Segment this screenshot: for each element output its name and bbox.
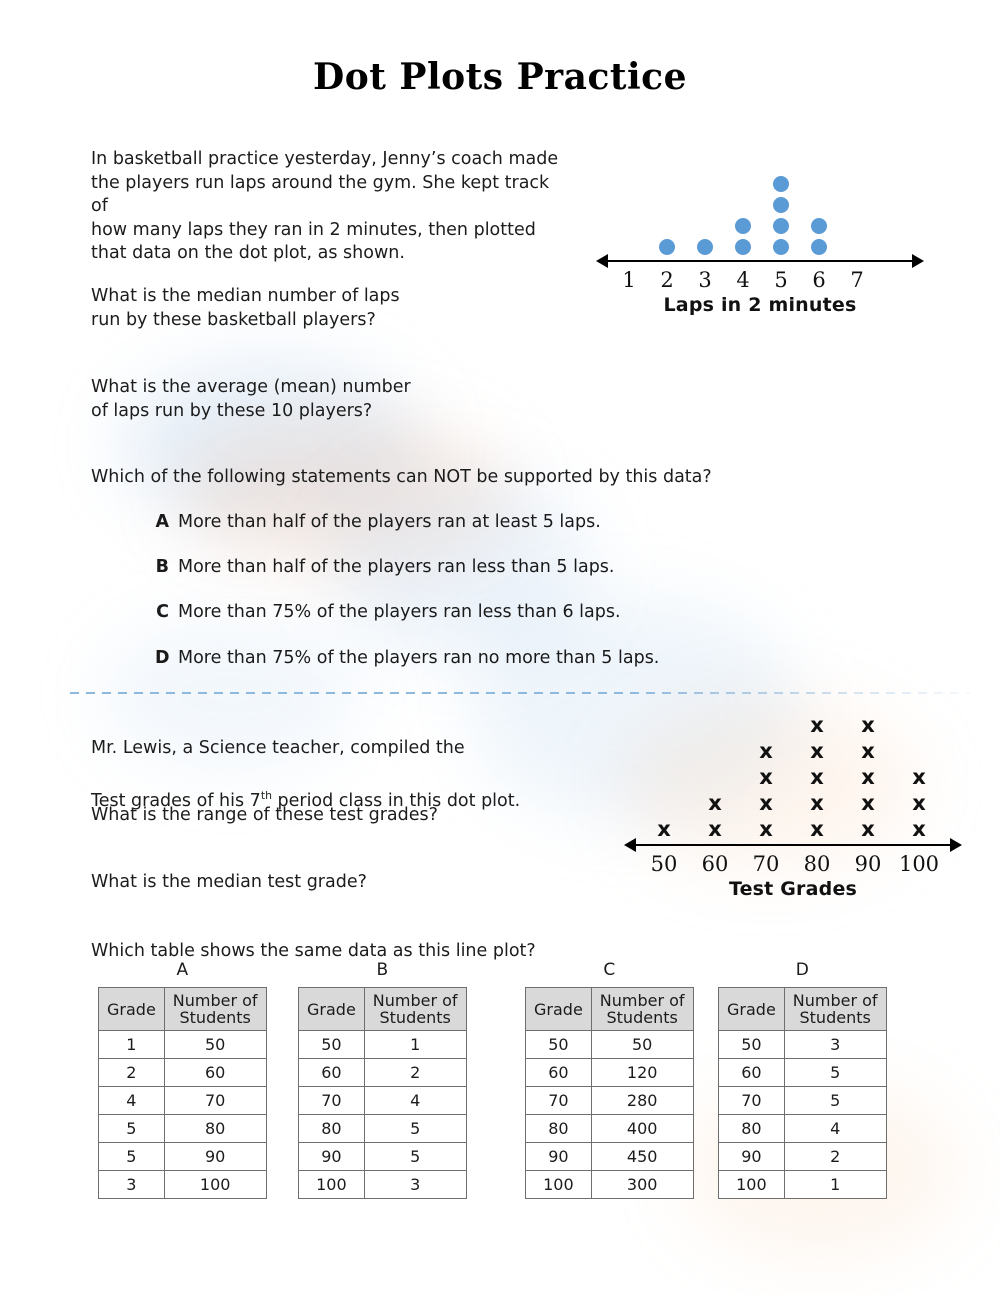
cell-grade: 90 xyxy=(299,1143,365,1171)
answer-table-letter: C xyxy=(603,960,616,980)
grades-x-mark: x xyxy=(708,817,722,841)
cell-students: 5 xyxy=(784,1087,886,1115)
grades-column-80 xyxy=(795,714,839,844)
table-header-row xyxy=(99,988,267,1031)
cell-students: 1 xyxy=(784,1171,886,1199)
laps-dot xyxy=(735,218,751,234)
cell-students: 120 xyxy=(591,1059,693,1087)
grades-x-mark: x xyxy=(810,713,824,737)
choice-c[interactable] xyxy=(155,601,621,623)
grades-x-mark: x xyxy=(912,817,926,841)
cell-grade: 50 xyxy=(526,1031,592,1059)
choice-b-text: More than half of the players ran less than 5 laps. xyxy=(178,557,615,577)
grades-x-mark: x xyxy=(759,739,773,763)
basketball-intro-text: In basketball practice yesterday, Jenny’s coach made the players run laps around the gym. She kept track of how many laps they ran in 2 minutes, then plotted that data on the dot plot, as shown. xyxy=(91,149,559,263)
grades-x-mark: x xyxy=(861,765,875,789)
laps-column-4 xyxy=(726,218,760,260)
grades-x-mark: x xyxy=(657,817,671,841)
cell-students: 5 xyxy=(784,1059,886,1087)
cell-grade: 60 xyxy=(526,1059,592,1087)
cell-students: 5 xyxy=(364,1143,466,1171)
grade-frequency-table xyxy=(525,987,694,1199)
grades-tick-70: 70 xyxy=(752,852,780,876)
table-row xyxy=(719,1087,887,1115)
science-intro-line2-pre: Test grades of his 7 xyxy=(91,790,261,811)
table-row xyxy=(99,1143,267,1171)
laps-tick-5: 5 xyxy=(774,268,788,292)
grades-axis-arrow-left xyxy=(624,838,636,852)
dot-plot-test-grades xyxy=(628,712,958,902)
cell-students: 280 xyxy=(591,1087,693,1115)
grades-x-mark: x xyxy=(912,791,926,815)
laps-dot xyxy=(773,239,789,255)
laps-column-5 xyxy=(764,176,798,260)
table-header-row xyxy=(299,988,467,1031)
answer-table-d[interactable] xyxy=(718,960,887,1199)
cell-students: 4 xyxy=(784,1115,886,1143)
choice-d-text: More than 75% of the players ran no more than 5 laps. xyxy=(178,648,660,668)
grades-x-mark: x xyxy=(810,791,824,815)
cell-grade: 5 xyxy=(99,1115,165,1143)
question-which-table: Which table shows the same data as this line plot? xyxy=(91,941,536,961)
choice-a-text: More than half of the players ran at least 5 laps. xyxy=(178,512,601,532)
table-header-row xyxy=(526,988,694,1031)
choice-a-letter: A xyxy=(155,512,169,532)
laps-dot xyxy=(659,239,675,255)
table-header-grade: Grade xyxy=(99,988,165,1031)
cell-grade: 70 xyxy=(719,1087,785,1115)
table-row xyxy=(719,1171,887,1199)
laps-column-2 xyxy=(650,239,684,260)
cell-students: 100 xyxy=(164,1171,266,1199)
grade-frequency-table xyxy=(718,987,887,1199)
cell-grade: 60 xyxy=(719,1059,785,1087)
laps-tick-2: 2 xyxy=(660,268,674,292)
table-row xyxy=(526,1059,694,1087)
grade-frequency-table xyxy=(98,987,267,1199)
cell-grade: 3 xyxy=(99,1171,165,1199)
cell-students: 3 xyxy=(364,1171,466,1199)
table-header-grade: Grade xyxy=(719,988,785,1031)
cell-students: 50 xyxy=(591,1031,693,1059)
cell-students: 450 xyxy=(591,1143,693,1171)
table-row xyxy=(526,1087,694,1115)
laps-tick-4: 4 xyxy=(736,268,750,292)
cell-grade: 90 xyxy=(719,1143,785,1171)
table-row xyxy=(99,1031,267,1059)
table-row xyxy=(719,1031,887,1059)
cell-grade: 100 xyxy=(526,1171,592,1199)
question-median-laps: What is the median number of laps run by these basketball players? xyxy=(91,286,400,330)
grades-axis-arrow-right xyxy=(950,838,962,852)
cell-students: 60 xyxy=(164,1059,266,1087)
cell-students: 90 xyxy=(164,1143,266,1171)
table-row xyxy=(719,1059,887,1087)
table-header-grade: Grade xyxy=(526,988,592,1031)
choice-c-text: More than 75% of the players ran less than 6 laps. xyxy=(178,602,621,622)
table-row xyxy=(526,1143,694,1171)
grades-column-50 xyxy=(642,818,686,844)
grades-tick-100: 100 xyxy=(898,852,940,876)
laps-axis-arrow-right xyxy=(912,254,924,268)
page-title: Dot Plots Practice xyxy=(313,56,687,98)
cell-students: 80 xyxy=(164,1115,266,1143)
laps-tick-1: 1 xyxy=(622,268,636,292)
question-mean-laps: What is the average (mean) number of laps run by these 10 players? xyxy=(91,377,411,421)
grades-x-mark: x xyxy=(861,817,875,841)
grades-x-mark: x xyxy=(861,739,875,763)
table-header-number-of-students: Number of Students xyxy=(784,988,886,1031)
table-row xyxy=(299,1031,467,1059)
cell-grade: 70 xyxy=(299,1087,365,1115)
cell-grade: 50 xyxy=(299,1031,365,1059)
grades-tick-60: 60 xyxy=(701,852,729,876)
cell-grade: 100 xyxy=(719,1171,785,1199)
question-not-supported: Which of the following statements can NOT be supported by this data? xyxy=(91,467,712,487)
cell-grade: 50 xyxy=(719,1031,785,1059)
table-header-number-of-students: Number of Students xyxy=(364,988,466,1031)
table-row xyxy=(99,1115,267,1143)
grade-frequency-table xyxy=(298,987,467,1199)
cell-grade: 70 xyxy=(526,1087,592,1115)
grades-x-mark: x xyxy=(912,765,926,789)
choice-b[interactable] xyxy=(155,556,614,578)
science-intro-line1: Mr. Lewis, a Science teacher, compiled the xyxy=(91,737,465,758)
grades-tick-90: 90 xyxy=(854,852,882,876)
grades-axis-line xyxy=(636,844,950,846)
cell-students: 400 xyxy=(591,1115,693,1143)
science-intro-text xyxy=(91,713,591,813)
cell-students: 3 xyxy=(784,1031,886,1059)
science-intro-line2-post: period class in this dot plot. xyxy=(271,790,521,811)
grades-x-mark: x xyxy=(759,791,773,815)
cell-students: 2 xyxy=(364,1059,466,1087)
table-row xyxy=(526,1171,694,1199)
laps-axis-line xyxy=(608,260,912,262)
answer-table-letter: A xyxy=(176,960,189,980)
choice-c-letter: C xyxy=(156,602,169,622)
laps-dot xyxy=(773,197,789,213)
table-header-grade: Grade xyxy=(299,988,365,1031)
table-row xyxy=(719,1115,887,1143)
section-divider xyxy=(70,692,970,694)
table-header-number-of-students: Number of Students xyxy=(164,988,266,1031)
cell-students: 300 xyxy=(591,1171,693,1199)
laps-tick-6: 6 xyxy=(812,268,826,292)
laps-dot xyxy=(773,176,789,192)
choice-b-letter: B xyxy=(155,557,169,577)
table-row xyxy=(299,1087,467,1115)
answer-table-c[interactable] xyxy=(525,960,694,1199)
laps-dot xyxy=(735,239,751,255)
table-row xyxy=(299,1143,467,1171)
cell-grade: 80 xyxy=(299,1115,365,1143)
laps-dot xyxy=(773,218,789,234)
laps-axis-arrow-left xyxy=(596,254,608,268)
cell-grade: 4 xyxy=(99,1087,165,1115)
table-row xyxy=(299,1115,467,1143)
cell-grade: 1 xyxy=(99,1031,165,1059)
cell-students: 70 xyxy=(164,1087,266,1115)
table-row xyxy=(299,1171,467,1199)
cell-grade: 2 xyxy=(99,1059,165,1087)
table-row xyxy=(99,1171,267,1199)
table-row xyxy=(526,1031,694,1059)
table-row xyxy=(719,1143,887,1171)
laps-dot xyxy=(811,218,827,234)
table-header-row xyxy=(719,988,887,1031)
table-row xyxy=(99,1059,267,1087)
cell-students: 50 xyxy=(164,1031,266,1059)
question-range-grades: What is the range of these test grades? xyxy=(91,805,438,825)
grades-tick-80: 80 xyxy=(803,852,831,876)
laps-tick-3: 3 xyxy=(698,268,712,292)
laps-dot xyxy=(811,239,827,255)
ordinal-suffix: th xyxy=(260,788,272,802)
laps-dot xyxy=(697,239,713,255)
laps-column-3 xyxy=(688,239,722,260)
cell-grade: 80 xyxy=(719,1115,785,1143)
choice-d-letter: D xyxy=(155,648,170,668)
grades-x-mark: x xyxy=(810,739,824,763)
cell-students: 5 xyxy=(364,1115,466,1143)
cell-grade: 90 xyxy=(526,1143,592,1171)
grades-tick-50: 50 xyxy=(650,852,678,876)
grades-x-mark: x xyxy=(810,765,824,789)
grades-column-60 xyxy=(693,792,737,844)
cell-grade: 5 xyxy=(99,1143,165,1171)
question-median-grade: What is the median test grade? xyxy=(91,872,367,892)
grades-x-mark: x xyxy=(759,765,773,789)
table-row xyxy=(299,1059,467,1087)
grades-x-mark: x xyxy=(861,713,875,737)
cell-grade: 80 xyxy=(526,1115,592,1143)
grades-x-mark: x xyxy=(810,817,824,841)
choice-a[interactable] xyxy=(155,511,601,533)
answer-table-b[interactable] xyxy=(298,960,467,1199)
grades-x-mark: x xyxy=(759,817,773,841)
cell-students: 2 xyxy=(784,1143,886,1171)
dot-plot-laps xyxy=(600,168,920,318)
table-header-number-of-students: Number of Students xyxy=(591,988,693,1031)
laps-axis-caption: Laps in 2 minutes xyxy=(663,294,857,316)
cell-students: 1 xyxy=(364,1031,466,1059)
grades-x-mark: x xyxy=(708,791,722,815)
cell-students: 4 xyxy=(364,1087,466,1115)
cell-grade: 60 xyxy=(299,1059,365,1087)
laps-column-6 xyxy=(802,218,836,260)
answer-table-a[interactable] xyxy=(98,960,267,1199)
grades-axis-caption: Test Grades xyxy=(728,878,858,900)
laps-tick-7: 7 xyxy=(850,268,864,292)
choice-d[interactable] xyxy=(155,647,659,669)
grades-column-90 xyxy=(846,714,890,844)
table-row xyxy=(99,1087,267,1115)
grades-column-70 xyxy=(744,740,788,844)
grades-x-mark: x xyxy=(861,791,875,815)
grades-column-100 xyxy=(897,766,941,844)
answer-table-letter: B xyxy=(376,960,389,980)
table-row xyxy=(526,1115,694,1143)
answer-table-letter: D xyxy=(795,960,809,980)
cell-grade: 100 xyxy=(299,1171,365,1199)
